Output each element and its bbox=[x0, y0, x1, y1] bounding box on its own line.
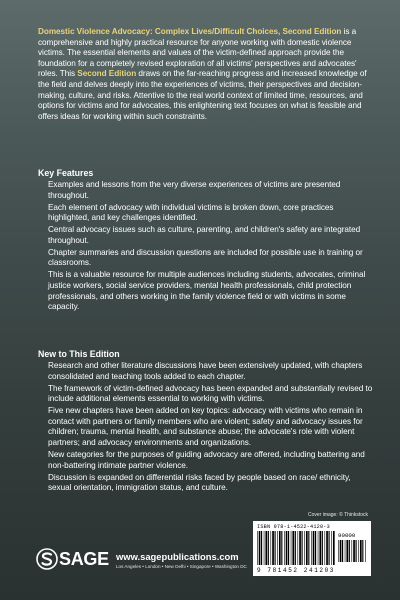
cover-image-credit: Cover image: © Thinkstock bbox=[307, 512, 368, 518]
publisher-url[interactable]: www.sagepublications.com bbox=[116, 551, 239, 562]
list-item: The framework of victim-defined advocacy has been expanded and substantially revised to include additional elements essential to working with victims. bbox=[48, 383, 373, 404]
list-item: Central advocacy issues such as culture, parenting, and children's safety are integrated throughout. bbox=[48, 225, 361, 245]
publisher-cities: Los Angeles • London • New Delhi • Singapore • Washington DC bbox=[116, 564, 247, 569]
list-item: Chapter summaries and discussion questions are included for possible use in training or classrooms. bbox=[48, 247, 363, 268]
intro-text-2: draws on the far-reaching progress and increased knowledge of the field and delves deeply into the experiences of victims, their perspectives and decision-making, culture, and risks. Attentive to the real world context of limited time, resources, and options for victims and for advocates, this enlightening text focuses on what is feasible and offers ideas for working within such constraints. bbox=[38, 69, 367, 121]
new-edition-heading: New to This Edition bbox=[38, 349, 120, 359]
list-item: Discussion is expanded on differential risks faced by people based on race/ ethnicity, sexual orientation, immigration status, and culture. bbox=[48, 472, 351, 493]
list-item: New categories for the purposes of guiding advocacy are offered, including battering and non-battering intimate partner violence. bbox=[48, 449, 365, 470]
list-item: Examples and lessons from the very diverse experiences of victims are presented throughout. bbox=[48, 180, 341, 200]
list-item: Each element of advocacy with individual victims is broken down, core practices highlighted, and key challenges identified. bbox=[48, 202, 334, 223]
list-item: Research and other literature discussions have been extensively updated, with chapters consolidated and teaching tools added to each chapter. bbox=[48, 361, 363, 381]
publisher-site bbox=[116, 551, 247, 569]
intro-text-1: is a comprehensive and highly practical resource for anyone working with domestic violence victims. The essential elements and values of the victim-defined approach provide the foundation for a completely revised exploration of all victims' perspectives and advocates' roles. This bbox=[38, 27, 357, 79]
edition-highlight: Second Edition bbox=[77, 69, 137, 79]
price-barcode-bars bbox=[338, 540, 366, 562]
publisher-logo bbox=[36, 548, 109, 570]
barcode-digits: 9 781452 241203 bbox=[257, 567, 336, 574]
list-item: Five new chapters have been added on key topics: advocacy with victims who remain in contact with partners or family members who are violent; safety and advocacy issues for children; trauma, mental health, and substance abuse; the advocate's role with violent partners; and advocacy environments and organizations. bbox=[48, 406, 363, 447]
publisher-name: SAGE bbox=[59, 548, 109, 569]
price-code: 90000 bbox=[338, 532, 356, 539]
key-features-list bbox=[48, 180, 374, 314]
isbn-barcode bbox=[253, 521, 371, 576]
list-item: This is a valuable resource for multiple audiences including students, advocates, criminal justice workers, social service providers, mental health professionals, child protection professionals, and others working in the family violence field or with victims in some capacity. bbox=[48, 270, 366, 312]
intro-paragraph bbox=[38, 27, 378, 122]
isbn-label: ISBN 978-1-4522-4120-3 bbox=[257, 524, 330, 530]
key-features-heading: Key Features bbox=[38, 168, 94, 178]
barcode-bars bbox=[257, 531, 335, 565]
book-title: Domestic Violence Advocacy: Complex Lives/Difficult Choices, Second Edition bbox=[38, 27, 342, 36]
sage-logo-icon bbox=[36, 548, 58, 570]
new-edition-list bbox=[48, 361, 374, 495]
